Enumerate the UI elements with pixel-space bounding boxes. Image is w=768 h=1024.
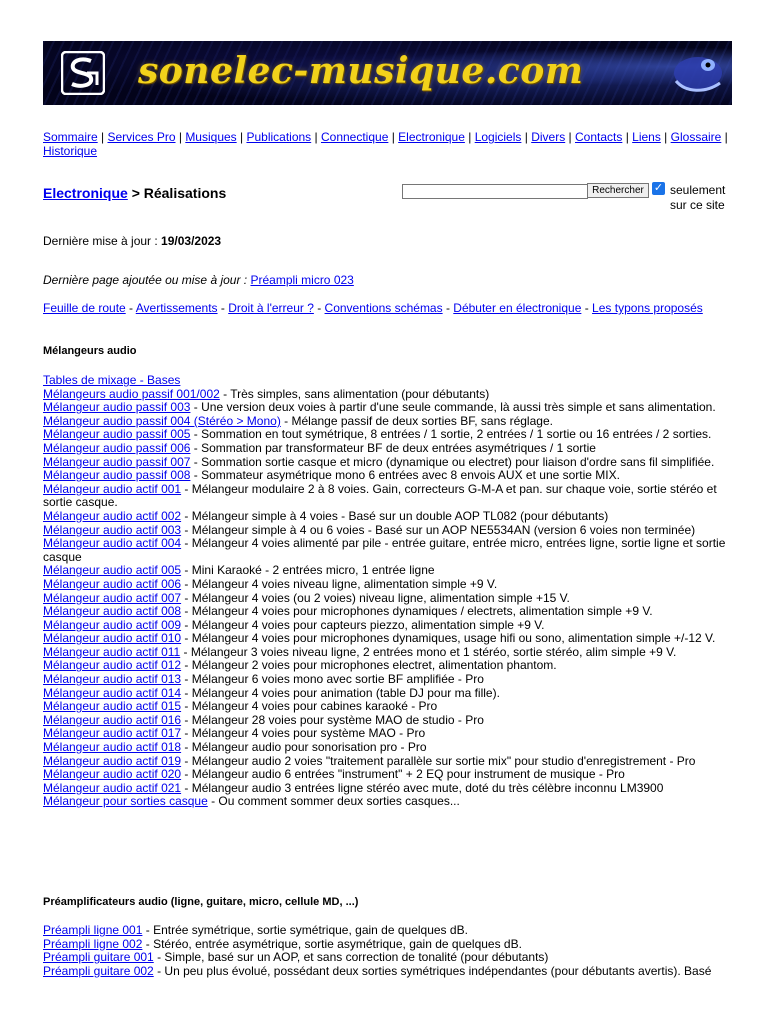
list-item-link[interactable]: Mélangeur audio passif 004 (Stéréo > Mono): [43, 413, 281, 428]
last-page-link[interactable]: Préampli micro 023: [250, 273, 354, 287]
list-item-link[interactable]: Préampli ligne 001: [43, 923, 143, 937]
list-item-description: - Mélangeur 4 voies pour cabines karaoké - Pro: [181, 699, 438, 714]
list-item-description: - Un peu plus évolué, possédant deux sorties symétriques indépendantes (pour débutants avertis). Basé: [153, 963, 712, 978]
list-item-description: - Mélangeur 3 voies niveau ligne, 2 entrées mono et 1 stéréo, sortie stéréo, alim simple +9 V.: [180, 644, 677, 659]
list-item-description: - Mini Karaoké - 2 entrées micro, 1 entrée ligne: [181, 563, 435, 578]
section-title-melangeurs: Mélangeurs audio: [43, 345, 137, 357]
list-item-link[interactable]: Mélangeur audio actif 020: [43, 767, 182, 782]
nav-glossaire[interactable]: Glossaire: [670, 130, 722, 144]
list-item-link[interactable]: Mélangeur audio actif 003: [43, 522, 182, 537]
list-item-link[interactable]: Mélangeur audio actif 005: [43, 563, 182, 578]
list-item: [43, 415, 733, 429]
list-item: [43, 428, 733, 442]
nav-logiciels[interactable]: Logiciels: [474, 130, 522, 144]
list-item: [43, 592, 733, 606]
main-nav: Sommaire | Services Pro | Musiques | Publications | Connectique | Electronique | Logiciels | Divers | Contacts | Liens | Glossaire | Historique: [43, 130, 728, 158]
list-item-description: - Mélangeur 4 voies pour système MAO - Pro: [181, 726, 426, 741]
nav-sommaire[interactable]: Sommaire: [43, 130, 98, 144]
list-item-description: - Mélangeur 28 voies pour système MAO de studio - Pro: [181, 712, 484, 727]
list-item-description: - Mélangeur audio 2 voies "traitement parallèle sur sortie mix" pour studio d'enregistrement - Pro: [181, 753, 696, 768]
list-item-description: - Mélange passif de deux sorties BF, sans réglage.: [280, 413, 553, 428]
list-item-description: - Mélangeur modulaire 2 à 8 voies. Gain, correcteurs G-M-A et pan. sur chaque voie, sortie stéréo et sortie casque.: [43, 481, 717, 510]
list-item-link[interactable]: Mélangeur pour sorties casque: [43, 794, 208, 809]
list-item-link[interactable]: Mélangeur audio actif 001: [43, 481, 182, 496]
list-item-link[interactable]: Mélangeur audio passif 005: [43, 427, 191, 442]
list-item: [43, 483, 733, 510]
nav-divers[interactable]: Divers: [531, 130, 566, 144]
list-item: [43, 673, 733, 687]
list-item: [43, 965, 733, 979]
list-item: [43, 768, 733, 782]
list-item-description: - Mélangeur audio 3 entrées ligne stéréo avec mute, doté du très célèbre inconnu LM3900: [181, 780, 664, 795]
nav-contacts[interactable]: Contacts: [575, 130, 623, 144]
list-item-link[interactable]: Préampli ligne 002: [43, 936, 143, 951]
list-item-description: - Sommation par transformateur BF de deux entrées asymétriques / 1 sortie: [190, 440, 596, 455]
nav-electronique[interactable]: Electronique: [398, 130, 465, 144]
last-page-label: Dernière page ajoutée ou mise à jour :: [43, 273, 251, 287]
list-item-link[interactable]: Mélangeur audio passif 003: [43, 400, 191, 415]
nav-connectique[interactable]: Connectique: [320, 130, 389, 144]
last-page: [43, 274, 354, 288]
preamplis-list: [43, 924, 733, 978]
list-item-description: - Mélangeur 4 voies niveau ligne, alimentation simple +9 V.: [181, 576, 498, 591]
list-item: [43, 510, 733, 524]
list-item-link[interactable]: Tables de mixage - Bases: [43, 373, 181, 387]
list-item: [43, 578, 733, 592]
last-update-date: 19/03/2023: [161, 234, 222, 248]
link-typons[interactable]: Les typons proposés: [592, 301, 703, 315]
list-item: [43, 456, 733, 470]
list-item: [43, 632, 733, 646]
list-item-description: - Sommation sortie casque et micro (dynamique ou electret) pour liaison d'ordre sans fil simplifiée.: [190, 454, 715, 469]
list-item: [43, 755, 733, 769]
site-only-label: seulement sur ce site: [670, 183, 726, 212]
list-item-link[interactable]: Mélangeur audio actif 008: [43, 604, 182, 619]
list-item-link[interactable]: Mélangeur audio passif 006: [43, 440, 191, 455]
list-item-link[interactable]: Mélangeur audio actif 007: [43, 590, 182, 605]
list-item-description: - Mélangeur 2 voies pour microphones electret, alimentation phantom.: [181, 658, 557, 673]
list-item-description: - Mélangeur 4 voies pour microphones dynamiques / electrets, alimentation simple +9 V.: [181, 604, 653, 619]
list-item-description: - Mélangeur 4 voies pour animation (table DJ pour ma fille).: [181, 685, 500, 700]
list-item-description: - Mélangeur audio pour sonorisation pro - Pro: [181, 740, 427, 755]
list-item-description: - Mélangeur 4 voies pour microphones dynamiques, usage hifi ou sono, alimentation simple +/-12 V.: [181, 631, 716, 646]
list-item: [43, 924, 733, 938]
breadcrumb: [43, 187, 226, 201]
search-button[interactable]: Rechercher: [587, 183, 649, 198]
mascot-icon: [646, 47, 726, 99]
quick-links: Feuille de route - Avertissements - Droit à l'erreur ? - Conventions schémas - Débuter en électronique - Les typons proposés: [43, 301, 703, 315]
melangeurs-list: [43, 374, 733, 809]
list-item-link[interactable]: Mélangeur audio passif 008: [43, 468, 191, 483]
list-item-description: - Entrée symétrique, sortie symétrique, gain de quelques dB.: [142, 923, 468, 937]
link-conventions-schemas[interactable]: Conventions schémas: [324, 301, 443, 315]
search-input[interactable]: [402, 184, 588, 199]
list-item: [43, 646, 733, 660]
list-item-link[interactable]: Mélangeur audio actif 014: [43, 685, 182, 700]
link-droit-erreur[interactable]: Droit à l'erreur ?: [228, 301, 314, 315]
nav-services-pro[interactable]: Services Pro: [107, 130, 176, 144]
site-banner[interactable]: [43, 41, 732, 105]
list-item: [43, 687, 733, 701]
list-item-description: - Mélangeur audio 6 entrées "instrument" + 2 EQ pour instrument de musique - Pro: [181, 767, 625, 782]
list-item: [43, 605, 733, 619]
list-item: [43, 388, 733, 402]
list-item: [43, 442, 733, 456]
list-item: [43, 524, 733, 538]
nav-musiques[interactable]: Musiques: [185, 130, 237, 144]
link-avertissements[interactable]: Avertissements: [135, 301, 218, 315]
nav-historique[interactable]: Historique: [43, 144, 98, 158]
nav-liens[interactable]: Liens: [632, 130, 661, 144]
list-item: [43, 795, 733, 809]
list-item: [43, 401, 733, 415]
list-item-description: - Ou comment sommer deux sorties casques...: [207, 794, 460, 809]
list-item: [43, 782, 733, 796]
link-feuille-de-route[interactable]: Feuille de route: [43, 301, 126, 315]
search-form: [402, 182, 732, 214]
list-item: [43, 659, 733, 673]
list-item-description: - Mélangeur simple à 4 voies - Basé sur un double AOP TL082 (pour débutants): [181, 508, 609, 523]
last-update-label: Dernière mise à jour :: [43, 234, 162, 248]
list-item: [43, 727, 733, 741]
list-item-link[interactable]: Mélangeur audio actif 011: [43, 644, 181, 659]
list-item: [43, 469, 733, 483]
list-item-description: - Sommateur asymétrique mono 6 entrées avec 8 envois AUX et une sortie MIX.: [190, 468, 620, 483]
list-item-description: - Mélangeur 6 voies mono avec sortie BF amplifiée - Pro: [181, 672, 484, 687]
list-item-description: - Très simples, sans alimentation (pour débutants): [219, 386, 490, 401]
list-item: [43, 938, 733, 952]
list-item: [43, 951, 733, 965]
list-item: [43, 374, 733, 388]
list-item: [43, 714, 733, 728]
list-item-link[interactable]: Mélangeur audio passif 007: [43, 454, 191, 469]
list-item-link[interactable]: Mélangeur audio actif 019: [43, 753, 182, 768]
list-item-description: - Mélangeur simple à 4 ou 6 voies - Basé sur un AOP NE5534AN (version 6 voies non terminée): [181, 522, 696, 537]
list-item-description: - Une version deux voies à partir d'une seule commande, là aussi très simple et sans alimentation.: [190, 400, 716, 415]
site-only-checkbox[interactable]: ✓: [653, 182, 664, 194]
list-item-description: - Simple, basé sur un AOP, et sans correction de tonalité (pour débutants): [153, 950, 549, 965]
list-item-link[interactable]: Mélangeurs audio passif 001/002: [43, 386, 220, 401]
list-item: [43, 619, 733, 633]
site-name: sonelec-musique.com: [138, 50, 584, 92]
list-item-link[interactable]: Mélangeur audio actif 010: [43, 631, 182, 646]
list-item-link[interactable]: Mélangeur audio actif 017: [43, 726, 182, 741]
list-item-link[interactable]: Préampli guitare 001: [43, 950, 154, 965]
list-item: [43, 537, 733, 564]
list-item-link[interactable]: Mélangeur audio actif 012: [43, 658, 182, 673]
list-item-description: - Sommation en tout symétrique, 8 entrées / 1 sortie, 2 entrées / 1 sortie ou 16 entrées / 2 sorties.: [190, 427, 712, 442]
list-item-link[interactable]: Préampli guitare 002: [43, 963, 154, 978]
last-update: [43, 235, 221, 249]
list-item-link[interactable]: Mélangeur audio actif 018: [43, 740, 182, 755]
list-item-description: - Mélangeur 4 voies (ou 2 voies) niveau ligne, alimentation simple +15 V.: [181, 590, 570, 605]
list-item-link[interactable]: Mélangeur audio actif 013: [43, 672, 182, 687]
list-item-link[interactable]: Mélangeur audio actif 015: [43, 699, 182, 714]
list-item-link[interactable]: Mélangeur audio actif 021: [43, 780, 182, 795]
list-item-description: - Stéréo, entrée asymétrique, sortie asymétrique, gain de quelques dB.: [142, 936, 522, 951]
section-title-preamplis: Préamplificateurs audio (ligne, guitare, micro, cellule MD, ...): [43, 896, 359, 908]
sonelec-logo-icon: [61, 51, 105, 95]
list-item-description: - Mélangeur 4 voies alimenté par pile - entrée guitare, entrée micro, entrées ligne, sortie ligne et sortie casque: [43, 536, 726, 564]
list-item: [43, 741, 733, 755]
list-item-link[interactable]: Mélangeur audio actif 016: [43, 712, 182, 727]
list-item: [43, 700, 733, 714]
list-item-link[interactable]: Mélangeur audio actif 004: [43, 536, 182, 551]
breadcrumb-current: > Réalisations: [131, 185, 227, 201]
list-item-link[interactable]: Mélangeur audio actif 002: [43, 508, 182, 523]
nav-publications[interactable]: Publications: [246, 130, 312, 144]
list-item-description: - Mélangeur 4 voies pour capteurs piezzo, alimentation simple +9 V.: [181, 617, 545, 632]
link-debuter[interactable]: Débuter en électronique: [453, 301, 582, 315]
list-item: [43, 564, 733, 578]
list-item-link[interactable]: Mélangeur audio actif 006: [43, 576, 182, 591]
breadcrumb-parent[interactable]: Electronique: [43, 185, 128, 201]
list-item-link[interactable]: Mélangeur audio actif 009: [43, 617, 182, 632]
